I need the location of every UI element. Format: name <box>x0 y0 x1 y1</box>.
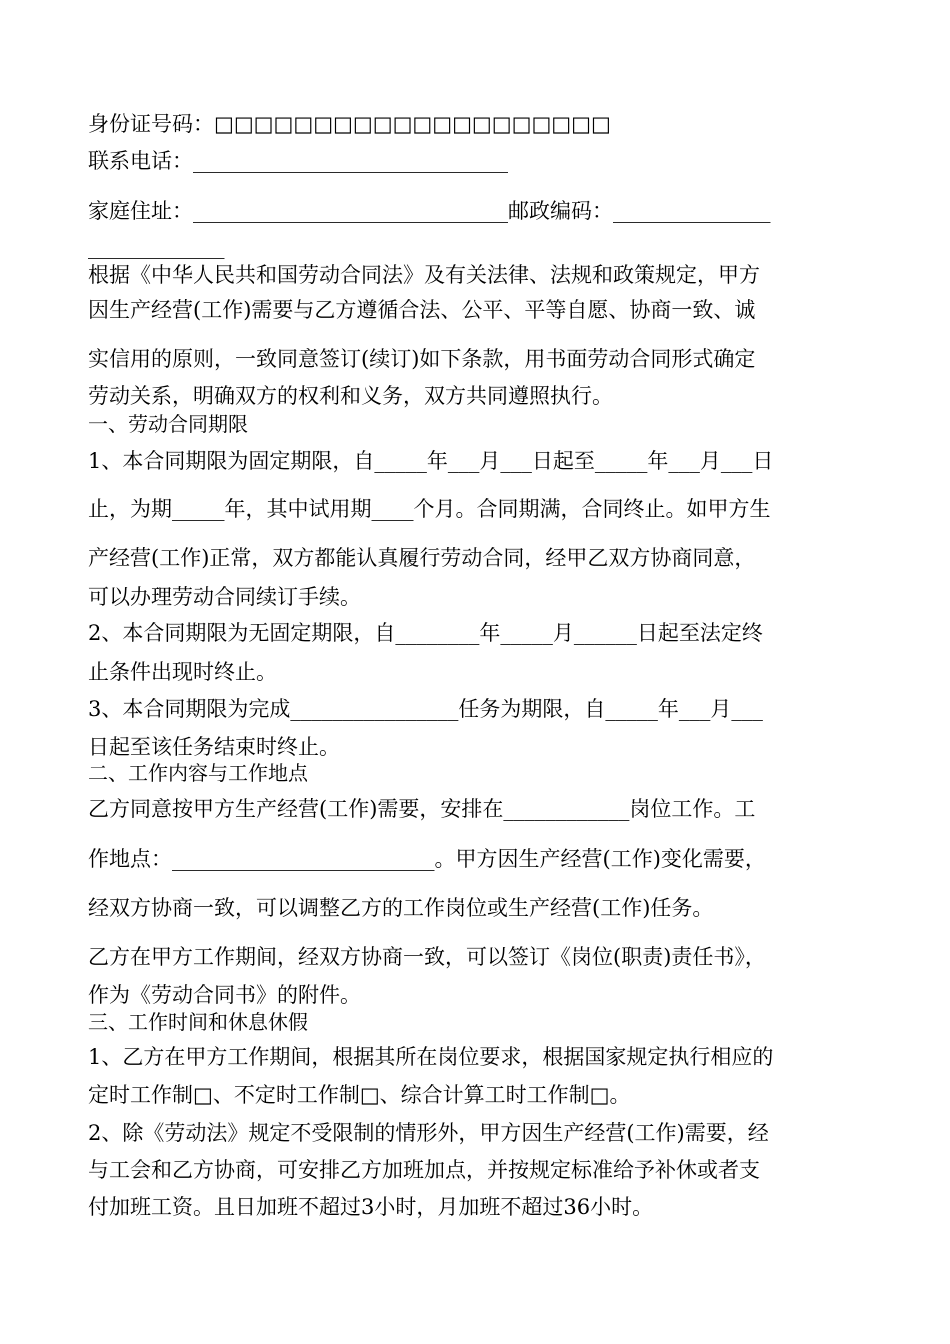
clause-1-1-line-2: 止，为期_____年，其中试用期____个月。合同期满，合同终止。如甲方生 <box>88 497 771 521</box>
id-number-line: 身份证号码：□□□□□□□□□□□□□□□□□□□□ <box>88 112 611 136</box>
preamble-line-1: 根据《中华人民共和国劳动合同法》及有关法律、法规和政策规定，甲方 <box>88 263 760 287</box>
clause-3-1-line-1: 1、乙方在甲方工作期间，根据其所在岗位要求，根据国家规定执行相应的 <box>88 1045 774 1069</box>
preamble-line-2: 因生产经营(工作)需要与乙方遵循合法、公平、平等自愿、协商一致、诚 <box>88 298 756 322</box>
clause-1-1-line-4: 可以办理劳动合同续订手续。 <box>88 585 361 609</box>
section-heading-3: 三、工作时间和休息休假 <box>88 1010 308 1034</box>
clause-3-1-line-2: 定时工作制□、不定时工作制□、综合计算工时工作制□。 <box>88 1083 631 1107</box>
section-2-line-3: 经双方协商一致，可以调整乙方的工作岗位或生产经营(工作)任务。 <box>88 896 714 920</box>
clause-3-2-line-3: 付加班工资。且日加班不超过3小时，月加班不超过36小时。 <box>88 1195 654 1219</box>
clause-1-3-line-1: 3、本合同期限为完成________________任务为期限，自_____年___月___ <box>88 697 763 721</box>
clause-1-1-line-3: 产经营(工作)正常，双方都能认真履行劳动合同，经甲乙双方协商同意， <box>88 546 756 570</box>
section-heading-2: 二、工作内容与工作地点 <box>88 761 308 785</box>
section-2-line-5: 作为《劳动合同书》的附件。 <box>88 983 361 1007</box>
clause-1-3-line-2: 日起至该任务结束时终止。 <box>88 735 340 759</box>
section-heading-1: 一、劳动合同期限 <box>88 412 248 436</box>
postcode-continuation-line: _____________ <box>88 235 225 259</box>
clause-1-2-line-2: 止条件出现时终止。 <box>88 660 277 684</box>
section-2-line-4: 乙方在甲方工作期间，经双方协商一致，可以签订《岗位(职责)责任书》， <box>88 945 766 969</box>
preamble-line-3: 实信用的原则，一致同意签订(续订)如下条款，用书面劳动合同形式确定 <box>88 347 756 371</box>
address-postcode-line: 家庭住址：______________________________邮政编码：_______________ <box>88 199 771 223</box>
clause-1-1-line-1: 1、本合同期限为固定期限，自_____年___月___日起至_____年___月___日 <box>88 449 774 473</box>
section-2-line-1: 乙方同意按甲方生产经营(工作)需要，安排在____________岗位工作。工 <box>88 797 756 821</box>
preamble-line-4: 劳动关系，明确双方的权利和义务，双方共同遵照执行。 <box>88 384 613 408</box>
section-2-line-2: 作地点：_________________________。甲方因生产经营(工作)变化需要， <box>88 847 766 871</box>
clause-1-2-line-1: 2、本合同期限为无固定期限，自________年_____月______日起至法定终 <box>88 621 763 645</box>
phone-line: 联系电话：______________________________ <box>88 149 508 173</box>
clause-3-2-line-2: 与工会和乙方协商，可安排乙方加班加点，并按规定标准给予补休或者支 <box>88 1158 760 1182</box>
clause-3-2-line-1: 2、除《劳动法》规定不受限制的情形外，甲方因生产经营(工作)需要，经 <box>88 1121 769 1145</box>
